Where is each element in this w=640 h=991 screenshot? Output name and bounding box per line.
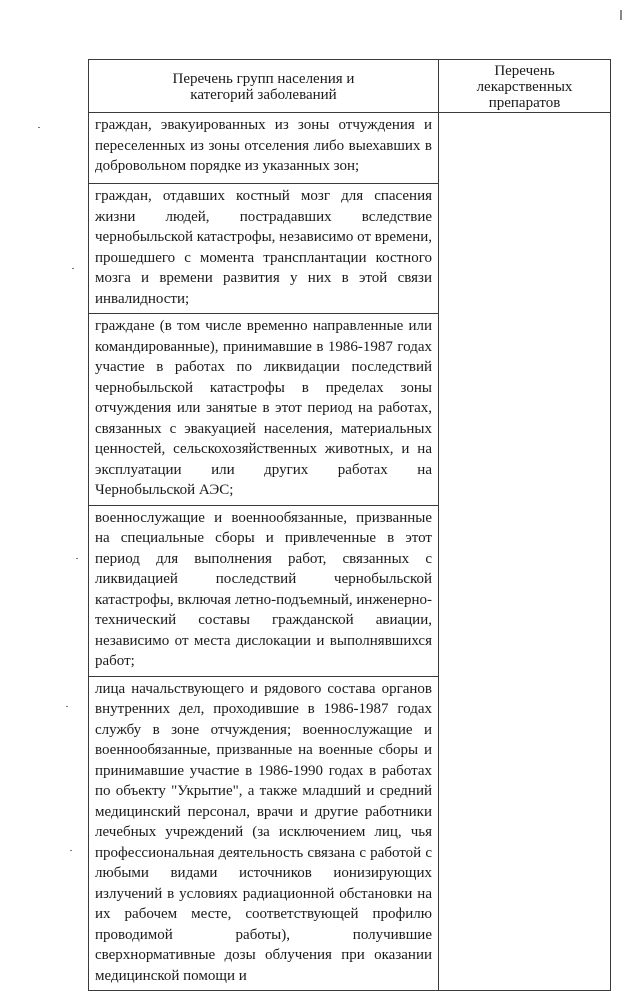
header-right-line1: Перечень — [494, 63, 555, 79]
scan-speck — [70, 850, 72, 851]
header-population-groups — [89, 60, 439, 113]
header-left-line2: категорий заболеваний — [190, 87, 337, 103]
population-group-text: граждане (в том числе временно направленные или командированные), принимавшие в 1986-1987 годах участие в работах по ликвидации последствий чернобыльской катастрофы в пределах зоны отчуждения или занятые в этот период на работах, связанных с эвакуацией населения, материальных ценностей, сельскохозяйственных животных, и на эксплуатации или других работах на Чернобыльской АЭС; — [95, 318, 432, 498]
scan-speck — [76, 558, 78, 559]
table-row — [89, 113, 611, 184]
header-medications — [439, 60, 611, 113]
scan-mark — [620, 10, 622, 20]
population-group-text: лица начальствующего и рядового состава органов внутренних дел, проходившие в 1986-1987 годах службу в зоне отчуждения; военнослужащие и военнообязанные, призванные на военные сборы и принимавшие участие в 1986-1990 годах в работах по объекту "Укрытие", а также младший и средний медицинский персонал, врачи и другие работники лечебных учреждений (за исключением лиц, чья профессиональная деятельность связана с работой с любыми видами источников ионизирующих излучений в условиях радиационной обстановки на их рабочем месте, соответствующей профилю проводимой работы), получившие сверхнормативные дозы облучения при оказании медицинской помощи и — [95, 680, 432, 984]
header-left-line1: Перечень групп населения и — [172, 71, 355, 87]
population-group-text: граждан, отдавших костный мозг для спасения жизни людей, пострадавших вследствие чернобыльской катастрофы, независимо от времени, прошедшего с момента трансплантации костного мозга и времени развития у них в этой связи инвалидности; — [95, 188, 432, 307]
scan-speck — [72, 268, 74, 269]
header-right-line2: лекарственных — [476, 79, 573, 95]
population-group-text: граждан, эвакуированных из зоны отчуждения и переселенных из зоны отселения либо выехавших в добровольном порядке из указанных зон; — [95, 117, 432, 174]
header-right-line3: препаратов — [488, 95, 561, 111]
population-group-cell — [89, 113, 439, 184]
scan-speck — [66, 706, 68, 707]
population-group-text: военнослужащие и военнообязанные, призванные на специальные сборы и привлеченные в этот период для выполнения работ, связанных с ликвидацией последствий чернобыльской катастрофы, включая летно-подъемный, инженерно-технический составы гражданской авиации, независимо от места дислокации и выполнявшихся работ; — [95, 509, 432, 669]
population-group-cell — [89, 184, 439, 314]
scan-speck — [38, 127, 40, 128]
medications-cell — [439, 113, 611, 991]
population-group-cell — [89, 505, 439, 676]
population-group-cell — [89, 314, 439, 506]
table-header-row — [89, 60, 611, 113]
document-table — [88, 59, 611, 991]
population-group-cell — [89, 676, 439, 991]
